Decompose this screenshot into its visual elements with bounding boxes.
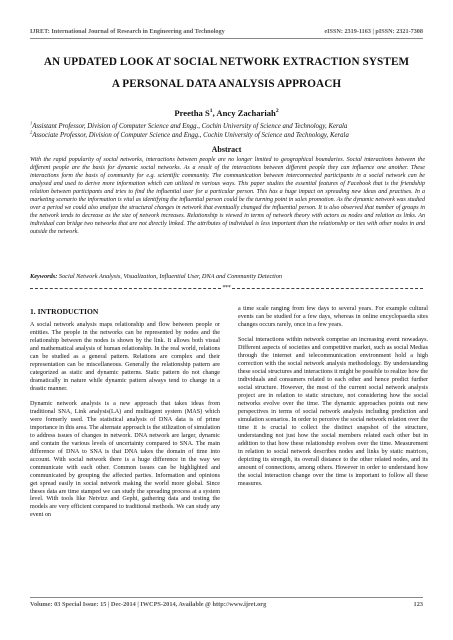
affiliation-1-sup: 1 [30, 120, 33, 126]
author-list [0, 108, 453, 118]
section-separator [30, 285, 423, 291]
page-number: 123 [413, 601, 423, 608]
affiliation-1 [30, 120, 433, 130]
left-column [30, 308, 220, 528]
intro-paragraph-2: Dynamic network analysis is a new approach that takes ideas from traditional SNA, Link analysis(LA) and multiagent system (MAS) which were formerly used. The statistical analysis of DNA data is of prime importance in this area. The alternate approach is the stilization of simulation to address issues of changes in network. DNA network are larger, dynamic and contain the various levels of uncertainty compared to SNA. The main difference of DNA to SNA is that DNA takes the domain of time into account. With social network there is a huge difference in the way we communicate with each other. Common issues can be highlighted and communicated by grouping the affected parties. Information and opinions get spread easily in social network making the world more global. Since theses data are time stamped we can study the spreading process at a system level. With tools like Netvizz and Gephi, gathering data and testing the models are very efficient compared to traditional methods. We can study any event on [30, 401, 220, 519]
affiliation-2-text: Associate Professor, Division of Computer Science and Engg., Cochin University of Science and Technology, Kerala [32, 132, 349, 139]
journal-name: IJRET: International Journal of Research in Engineering and Technology [30, 28, 225, 35]
separator-line-left [30, 288, 221, 289]
separator-stars: *** [222, 285, 231, 291]
intro-paragraph-3: a time scale ranging from few days to several years. For example cultural events can be studied for a few days, whereas in online encyclopaedia sites changes occurs rarely, once in a few years. [238, 306, 428, 328]
header-rule [30, 38, 423, 39]
paper-title-line-2: A PERSONAL DATA ANALYSIS APPROACH [111, 78, 342, 90]
footer-volume-info: Volume: 03 Special Issue: 15 | Dec-2014 | IWCPS-2014, Available @ http://www.ijret.org [30, 601, 267, 608]
affiliation-2 [30, 129, 433, 139]
affiliation-1-text: Assistant Professor, Division of Computer Science and Engg., Cochin University of Science and Technology, Kerala [32, 123, 348, 130]
running-header [30, 28, 423, 35]
author-separator: , [212, 108, 217, 118]
issn-info: eISSN: 2319-1163 | pISSN: 2321-7308 [324, 28, 423, 35]
right-column [238, 306, 428, 496]
keywords [30, 273, 433, 280]
intro-heading: 1. INTRODUCTION [30, 307, 99, 316]
author-1-sup: 1 [209, 108, 213, 115]
abstract-text: With the rapid popularity of social networks, interactions between people are no longer limited to geographical boundaries. Social interactions between the different people are the basis for dynamic social networks. As a result of the interactions between different people they can influence one another. These interactions form the basis of community for e.g. scientific community. The communication between interconnected participants in a social network can be analysed and used to derive more information which can utilized in various ways. This paper studies the essential features of Facebook that is the friendship relation between participants and tries to find the influential user for a particular person. This has a huge impact on spreading new ideas and practises. In a marketing scenario the information is vital as identifying the influential person could be the turning point in sales promotion. As the dynamic network was studied over a period we could also analyze the structural changes in network that eventually changed the influential person. It is also observed that number of groups in the network tends to decrease as the size of network increases. Relationship is viewed in terms of network theory with actors as nodes and relation as links. An individual can bridge two networks that are not directly linked. The attributes of individual is less important than the relationship or ties with other nodes in and outside the network. [30, 157, 425, 236]
intro-paragraph-4: Social interactions within network comprise an increasing event nowadays. Different aspects of societies and competitive market, such as social Medias through the internet and telecommunication environment hold a high correction with the social network analysis methodology. By understanding these social structures and interactions it might be possible to realize how the individuals and consumers related to each other and hence predict further social structure. However, the most of the current social network analysis project are in relation to static structure, not considering how the social networks evolve over the time. The dynamic approaches points out new perspectives in terms of social network analysis including prediction and simulation scenarios. In order to perceive the social network relation over the time it is crucial to collect the distinct snapshot of the structure, understanding not just how the social members related each other but in addition to that how these relationship evolves over the time. Measurement in relation to social network describes nodes and links by static matrices, depicting its strength, its overall distance to the other related nodes, and its amount of connections, among others. However in order to understand how the social interaction change over the time is important to follow all these measures. [238, 337, 428, 487]
author-1: Preetha S [174, 108, 210, 118]
running-footer [30, 601, 423, 608]
affiliation-2-sup: 2 [30, 129, 33, 135]
footer-rule [30, 597, 423, 598]
abstract-heading: Abstract [211, 145, 242, 154]
paper-title-line-1: AN UPDATED LOOK AT SOCIAL NETWORK EXTRACTION SYSTEM [43, 56, 410, 68]
keywords-text: Social Network Analysis, Visualization, Influential User, DNA and Community Detection [57, 273, 283, 280]
keywords-label: Keywords: [30, 273, 58, 280]
intro-paragraph-1: A social network analysis maps relationship and flow between people or entities. The people in the networks can be represented by nodes and the relationship between the nodes is shown by the link. It allows both visual and mathematical analysis of human relationship. In the real world, relations can be studied as a general pattern. Relations are complex and their representation can be miscellaneous. Generally the relationship pattern are categorized as static and dynamic patterns. Static pattern do not change dramatically in nature while dynamic pattern always tend to change in a drastic manner. [30, 321, 220, 392]
author-2: Ancy Zachariah [216, 108, 276, 118]
separator-line-right [232, 288, 423, 289]
author-2-sup: 2 [275, 108, 279, 115]
